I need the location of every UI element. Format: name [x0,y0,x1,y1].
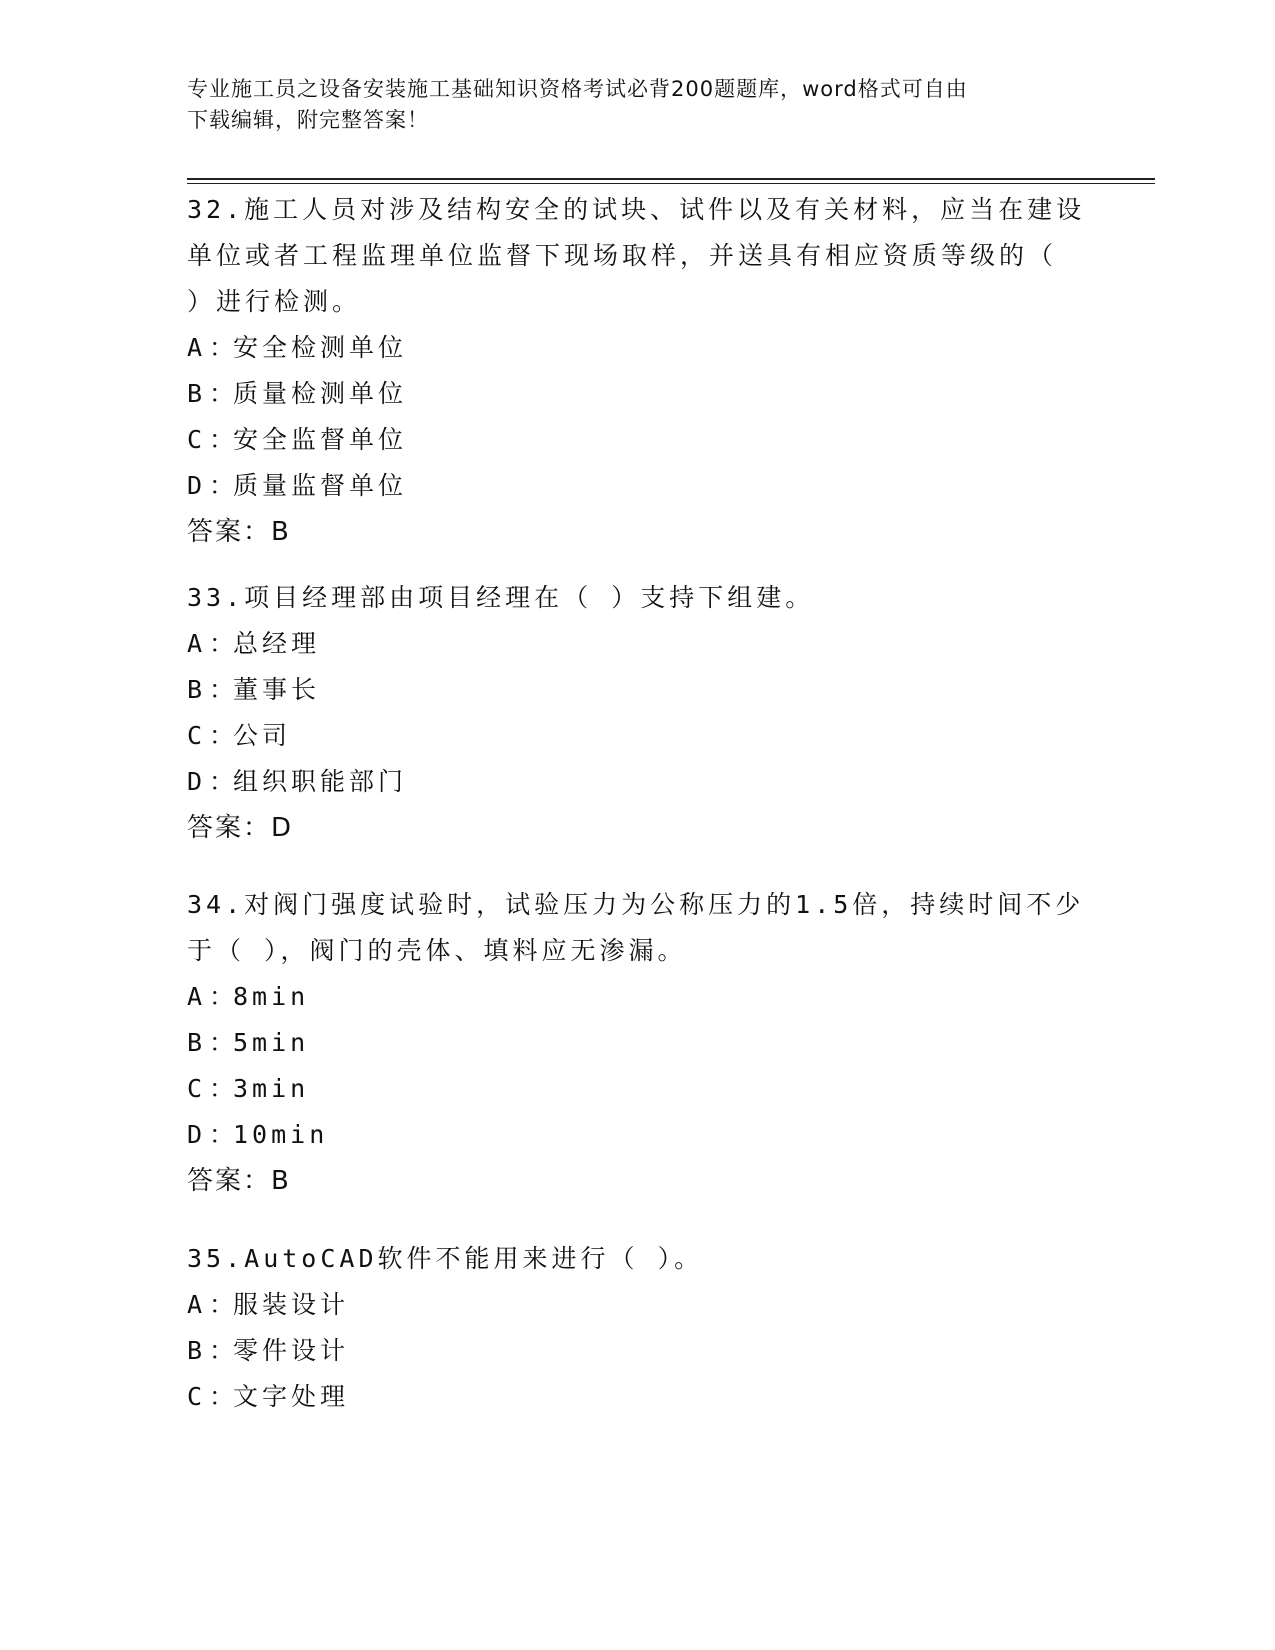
option-a [187,621,1087,667]
option-c [187,1066,1087,1112]
question-stem-line: 于（ ），阀门的壳体、填料应无渗漏。 [187,936,687,965]
option-separator: ： [209,1120,239,1149]
option-letter: A [187,333,203,362]
question-stem-line: 单位或者工程监理单位监督下现场取样，并送具有相应资质等级的（ [187,241,1058,270]
option-a [187,325,1087,371]
option-text: 8min [233,982,310,1011]
option-separator: ： [209,629,239,658]
option-letter: B [187,1028,203,1057]
header-line-2: 下载编辑，附完整答案！ [187,108,429,132]
option-separator: ： [209,333,239,362]
option-d [187,463,1087,509]
option-separator: ： [209,1028,239,1057]
option-text: 文字处理 [233,1382,350,1411]
option-c [187,713,1087,759]
option-text: 安全监督单位 [233,425,408,454]
question-32 [187,187,1087,555]
option-a [187,974,1087,1020]
option-letter: A [187,629,203,658]
option-b [187,371,1087,417]
question-33 [187,575,1087,851]
option-separator: ： [209,1074,239,1103]
option-letter: C [187,1074,203,1103]
option-separator: ： [209,379,239,408]
option-separator: ： [209,675,239,704]
question-stem-line: 32.施工人员对涉及结构安全的试块、试件以及有关材料，应当在建设 [187,195,1086,224]
option-letter: C [187,721,203,750]
question-stem-line: ）进行检测。 [187,287,362,316]
option-separator: ： [209,1382,239,1411]
option-letter: D [187,471,203,500]
option-separator: ： [209,721,239,750]
option-text: 总经理 [233,629,321,658]
option-letter: B [187,675,203,704]
option-text: 服装设计 [233,1290,350,1319]
answer-label: 答案：B [187,517,291,547]
header-line-1: 专业施工员之设备安装施工基础知识资格考试必背200题题库，word格式可自由 [187,77,968,101]
option-separator: ： [209,1290,239,1319]
answer-label: 答案：B [187,1166,291,1196]
option-text: 5min [233,1028,310,1057]
option-a [187,1282,1087,1328]
option-text: 质量监督单位 [233,471,408,500]
header-rule-thick [187,178,1155,180]
option-separator: ： [209,767,239,796]
option-text: 董事长 [233,675,321,704]
question-stem-line: 33.项目经理部由项目经理在（ ）支持下组建。 [187,583,815,612]
option-letter: B [187,379,203,408]
option-letter: C [187,425,203,454]
header-rule-thin [187,183,1155,184]
option-separator: ： [209,425,239,454]
question-35 [187,1236,1087,1420]
document-header [187,74,1087,136]
option-text: 质量检测单位 [233,379,408,408]
option-text: 零件设计 [233,1336,350,1365]
option-text: 3min [233,1074,310,1103]
option-text: 公司 [233,721,292,750]
option-c [187,417,1087,463]
question-stem-line: 35.AutoCAD软件不能用来进行（ ）。 [187,1244,704,1273]
option-separator: ： [209,1336,239,1365]
option-b [187,1020,1087,1066]
option-text: 10min [233,1120,329,1149]
question-stem-line: 34.对阀门强度试验时，试验压力为公称压力的1.5倍，持续时间不少 [187,890,1085,919]
option-separator: ： [209,471,239,500]
option-letter: C [187,1382,203,1411]
option-letter: D [187,1120,203,1149]
answer-label: 答案：D [187,813,294,843]
option-letter: D [187,767,203,796]
option-letter: B [187,1336,203,1365]
option-text: 安全检测单位 [233,333,408,362]
question-34 [187,882,1087,1204]
option-b [187,667,1087,713]
option-b [187,1328,1087,1374]
option-text: 组织职能部门 [233,767,408,796]
option-separator: ： [209,982,239,1011]
option-d [187,1112,1087,1158]
option-letter: A [187,1290,203,1319]
option-letter: A [187,982,203,1011]
option-c [187,1374,1087,1420]
option-d [187,759,1087,805]
